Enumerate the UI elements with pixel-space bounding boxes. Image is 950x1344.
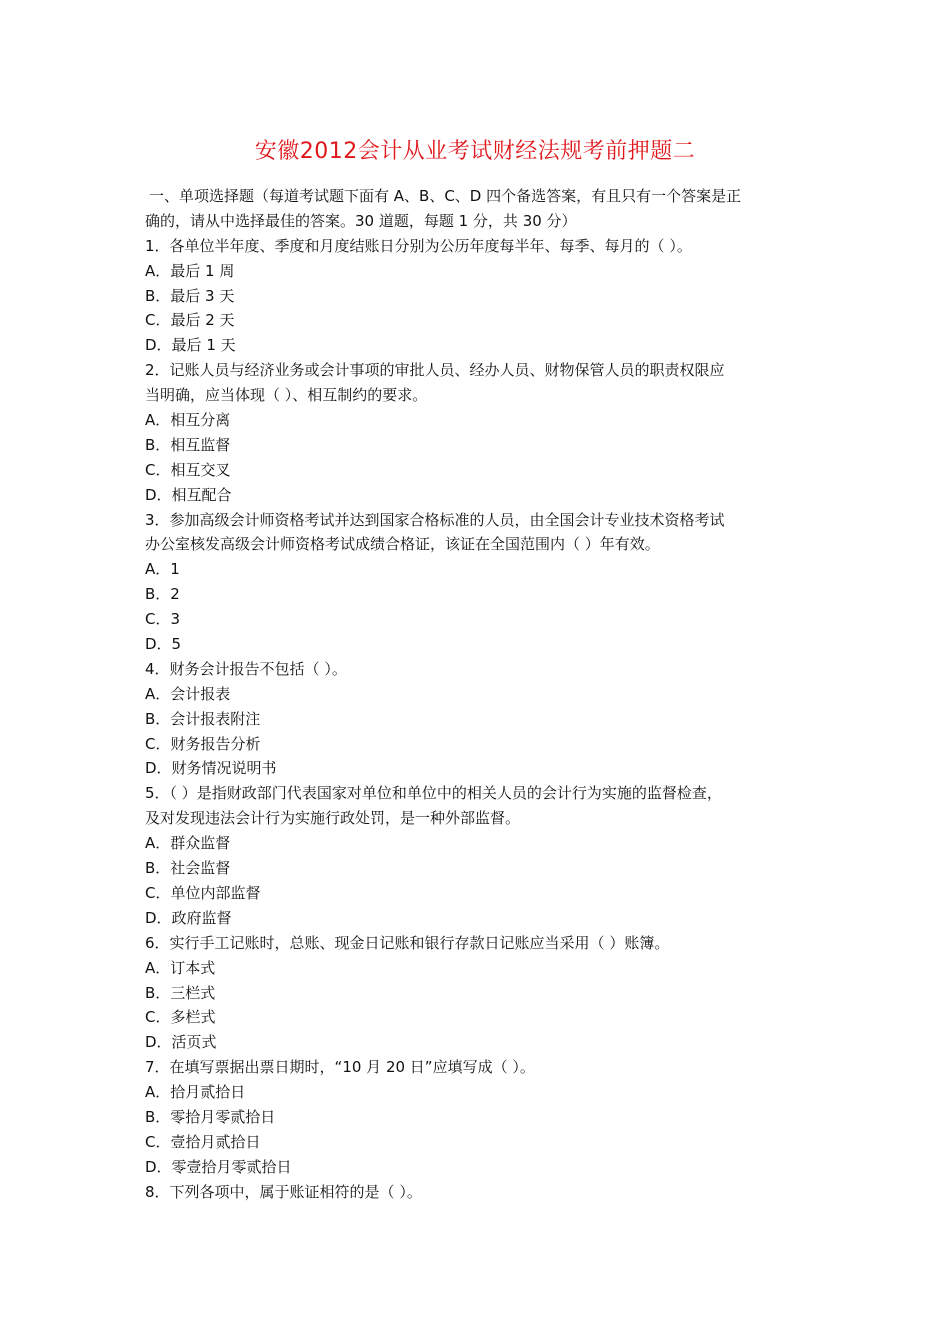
option-2d: D．相互配合 [145, 485, 232, 504]
question-1: 1．各单位半年度、季度和月度结账日分别为公历年度每半年、每季、每月的（ ）。 [145, 236, 692, 255]
option-3b: B．2 [145, 585, 180, 604]
option-3d: D．5 [145, 635, 182, 654]
option-7c: C．壹拾月贰拾日 [145, 1132, 261, 1151]
option-7b: B．零拾月零贰拾日 [145, 1107, 276, 1126]
document-title: 安徽2012会计从业考试财经法规考前押题二 [254, 139, 696, 164]
option-2c: C．相互交叉 [145, 460, 231, 479]
option-1b: B．最后 3 天 [145, 286, 235, 305]
question-2-line-1: 2．记账人员与经济业务或会计事项的审批人员、经办人员、财物保管人员的职责权限应 [145, 361, 725, 380]
option-1c: C．最后 2 天 [145, 311, 235, 330]
option-4c: C．财务报告分析 [145, 734, 261, 753]
option-5c: C．单位内部监督 [145, 883, 261, 902]
option-3c: C．3 [145, 610, 181, 629]
option-6d: D．活页式 [145, 1033, 217, 1052]
question-2-line-2: 当明确，应当体现（ ）、相互制约的要求。 [145, 386, 428, 405]
option-5b: B．社会监督 [145, 859, 231, 878]
option-2b: B．相互监督 [145, 435, 231, 454]
question-5-line-1: 5．（ ）是指财政部门代表国家对单位和单位中的相关人员的会计行为实施的监督检查， [145, 784, 722, 803]
option-4a: A．会计报表 [145, 684, 231, 703]
question-3-line-2: 办公室核发高级会计师资格考试成绩合格证，该证在全国范围内（ ）年有效。 [145, 535, 660, 554]
question-5-line-2: 及对发现违法会计行为实施行政处罚，是一种外部监督。 [145, 809, 521, 828]
option-1a: A．最后 1 周 [145, 261, 235, 280]
option-7a: A．拾月贰拾日 [145, 1083, 246, 1102]
question-7: 7．在填写票据出票日期时，“10 月 20 日”应填写成（ ）。 [145, 1058, 535, 1077]
option-2a: A．相互分离 [145, 411, 231, 430]
question-4: 4．财务会计报告不包括（ ）。 [145, 659, 347, 678]
section-heading-line-2: 确的，请从中选择最佳的答案。30 道题，每题 1 分，共 30 分） [145, 211, 577, 230]
option-7d: D．零壹拾月零贰拾日 [145, 1157, 292, 1176]
option-6b: B．三栏式 [145, 983, 216, 1002]
question-6: 6．实行手工记账时，总账、现金日记账和银行存款日记账应当采用（ ）账簿。 [145, 933, 670, 952]
option-4b: B．会计报表附注 [145, 709, 261, 728]
document-body [145, 184, 815, 1205]
option-6c: C．多栏式 [145, 1008, 216, 1027]
option-3a: A．1 [145, 560, 180, 579]
question-8: 8．下列各项中，属于账证相符的是（ ）。 [145, 1182, 422, 1201]
option-4d: D．财务情况说明书 [145, 759, 277, 778]
option-5d: D．政府监督 [145, 908, 232, 927]
question-3-line-1: 3．参加高级会计师资格考试并达到国家合格标准的人员，由全国会计专业技术资格考试 [145, 510, 725, 529]
option-1d: D．最后 1 天 [145, 336, 236, 355]
option-5a: A．群众监督 [145, 834, 231, 853]
option-6a: A．订本式 [145, 958, 216, 977]
section-heading-line-1: 一、单项选择题（每道考试题下面有 A、B、C、D 四个备选答案，有且只有一个答案是正 [149, 187, 742, 205]
